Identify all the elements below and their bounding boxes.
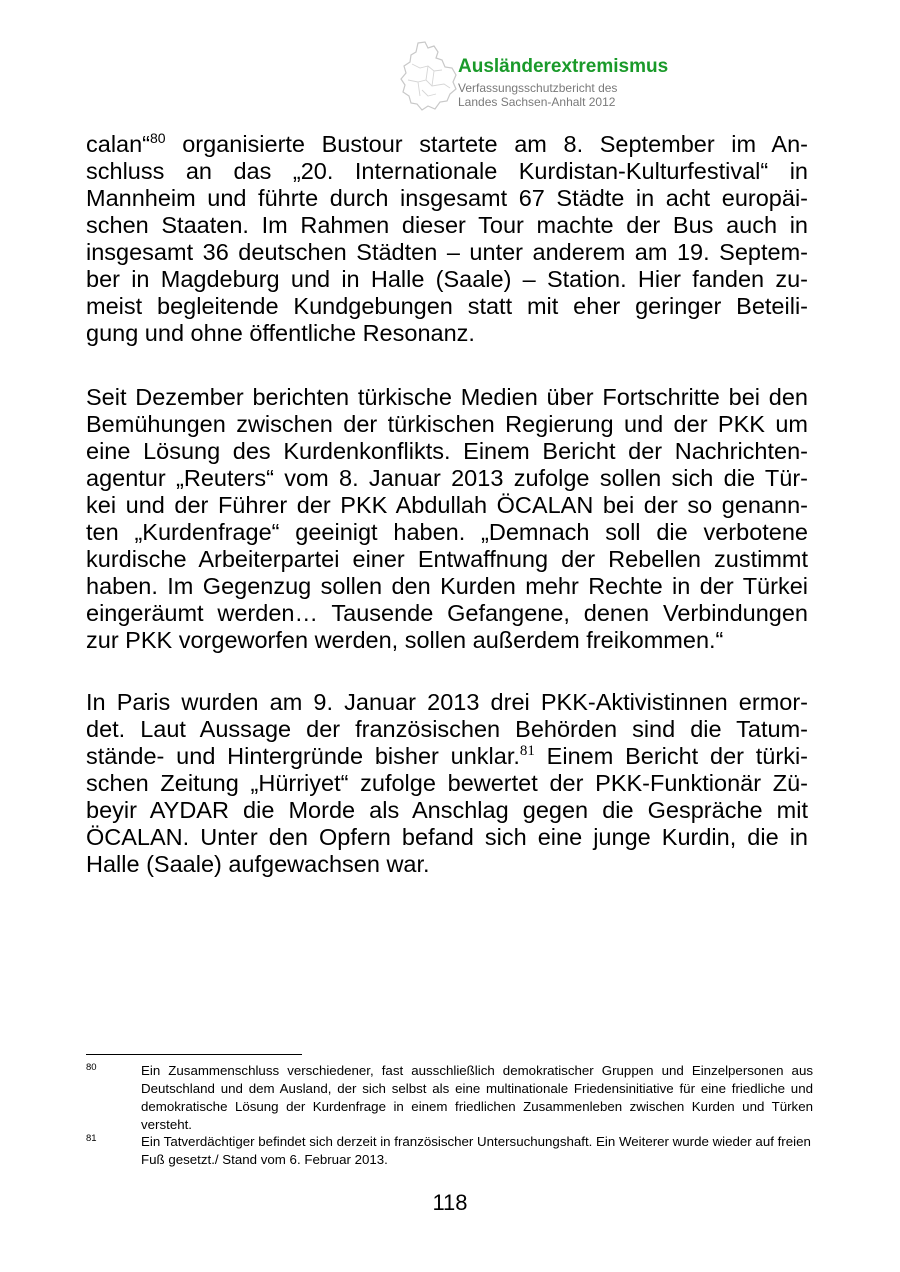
page-header [398, 40, 728, 115]
text-line: Mannheim und führte durch insgesamt 67 Städte in acht europäi- [86, 185, 808, 211]
text-line: zur PKK vorgeworfen werden, sollen außerdem freikommen.“ [86, 627, 724, 653]
footnote-reference-81[interactable]: 81 [519, 743, 535, 759]
text-line: Halle (Saale) aufgewachsen war. [86, 851, 430, 877]
text-fragment: calan“ [86, 131, 151, 157]
footnote-reference-80[interactable]: 80 [150, 130, 166, 146]
text-line: eingeräumt werden… Tausende Gefangene, denen Verbindungen [86, 600, 808, 626]
text-line: Bemühungen zwischen der türkischen Regierung und der PKK um [86, 411, 808, 437]
text-line: kei und der Führer der PKK Abdullah ÖCALAN bei der so genann- [86, 492, 808, 518]
footnote-number: 80 [86, 1062, 97, 1073]
text-line: gung und ohne öffentliche Resonanz. [86, 320, 475, 346]
text-line: Seit Dezember berichten türkische Medien über Fortschritte bei den [86, 384, 808, 410]
text-line: det. Laut Aussage der französischen Behörden sind die Tatum- [86, 716, 808, 742]
text-fragment: Einem Bericht der türki- [534, 743, 808, 769]
text-line: haben. Im Gegenzug sollen den Kurden mehr Rechte in der Türkei [86, 573, 808, 599]
text-line: meist begleitende Kundgebungen statt mit eher geringer Beteili- [86, 293, 808, 319]
text-fragment: stände- und Hintergründe bisher unklar. [86, 743, 520, 769]
header-title: Ausländerextremismus [458, 56, 669, 77]
text-line: beyir AYDAR die Morde als Anschlag gegen die Gespräche mit [86, 797, 808, 823]
header-subtitle-line-1: Verfassungsschutzbericht des [458, 81, 618, 95]
text-line: eine Lösung des Kurdenkonflikts. Einem Bericht der Nachrichten- [86, 438, 808, 464]
text-line: ÖCALAN. Unter den Opfern befand sich eine junge Kurdin, die in [86, 824, 808, 850]
footnote-number: 81 [86, 1133, 97, 1144]
text-line: insgesamt 36 deutschen Städten – unter anderem am 19. Septem- [86, 239, 808, 265]
text-line [86, 743, 808, 770]
text-line: schen Zeitung „Hürriyet“ zufolge bewertet der PKK-Funktionär Zü- [86, 770, 808, 796]
text-line: ber in Magdeburg und in Halle (Saale) – Station. Hier fanden zu- [86, 266, 808, 292]
paragraph-paris-murders [86, 689, 808, 878]
text-line: agentur „Reuters“ vom 8. Januar 2013 zufolge sollen sich die Tür- [86, 465, 808, 491]
page-number: 118 [432, 1190, 468, 1215]
text-fragment: organisierte Bustour startete am 8. September im An- [165, 131, 808, 157]
paragraph-bustour [86, 131, 808, 347]
header-subtitle-line-2: Landes Sachsen-Anhalt 2012 [458, 95, 616, 109]
footnote-separator [86, 1054, 302, 1055]
text-line: schluss an das „20. Internationale Kurdistan-Kulturfestival“ in [86, 158, 808, 184]
text-line [86, 131, 808, 158]
saxony-anhalt-map-outline-icon [398, 40, 460, 112]
footnote-text: Ein Tatverdächtiger befindet sich derzeit in französischer Untersuchungshaft. Ein Weiterer wurde wieder auf freien Fuß gesetzt./ Stand vom 6. Februar 2013. [141, 1134, 811, 1167]
text-line: schen Staaten. Im Rahmen dieser Tour machte der Bus auch in [86, 212, 808, 238]
footnote-text: Ein Zusammenschluss verschiedener, fast ausschließlich demokratischer Gruppen und Einzelpersonen aus Deutschland und dem Ausland, der sich selbst als eine multinationale Friedensinitiative für eine friedliche und demokratische Lösung der Kurdenfrage in einem friedlichen Zusammenleben zwischen Kurden und Türken versteht. [141, 1063, 813, 1132]
text-line: In Paris wurden am 9. Januar 2013 drei PKK-Aktivistinnen ermor- [86, 689, 808, 715]
paragraph-peace-talks [86, 384, 808, 654]
text-line: kurdische Arbeiterpartei einer Entwaffnung der Rebellen zustimmt [86, 546, 808, 572]
text-line: ten „Kurdenfrage“ geeinigt haben. „Demnach soll die verbotene [86, 519, 808, 545]
